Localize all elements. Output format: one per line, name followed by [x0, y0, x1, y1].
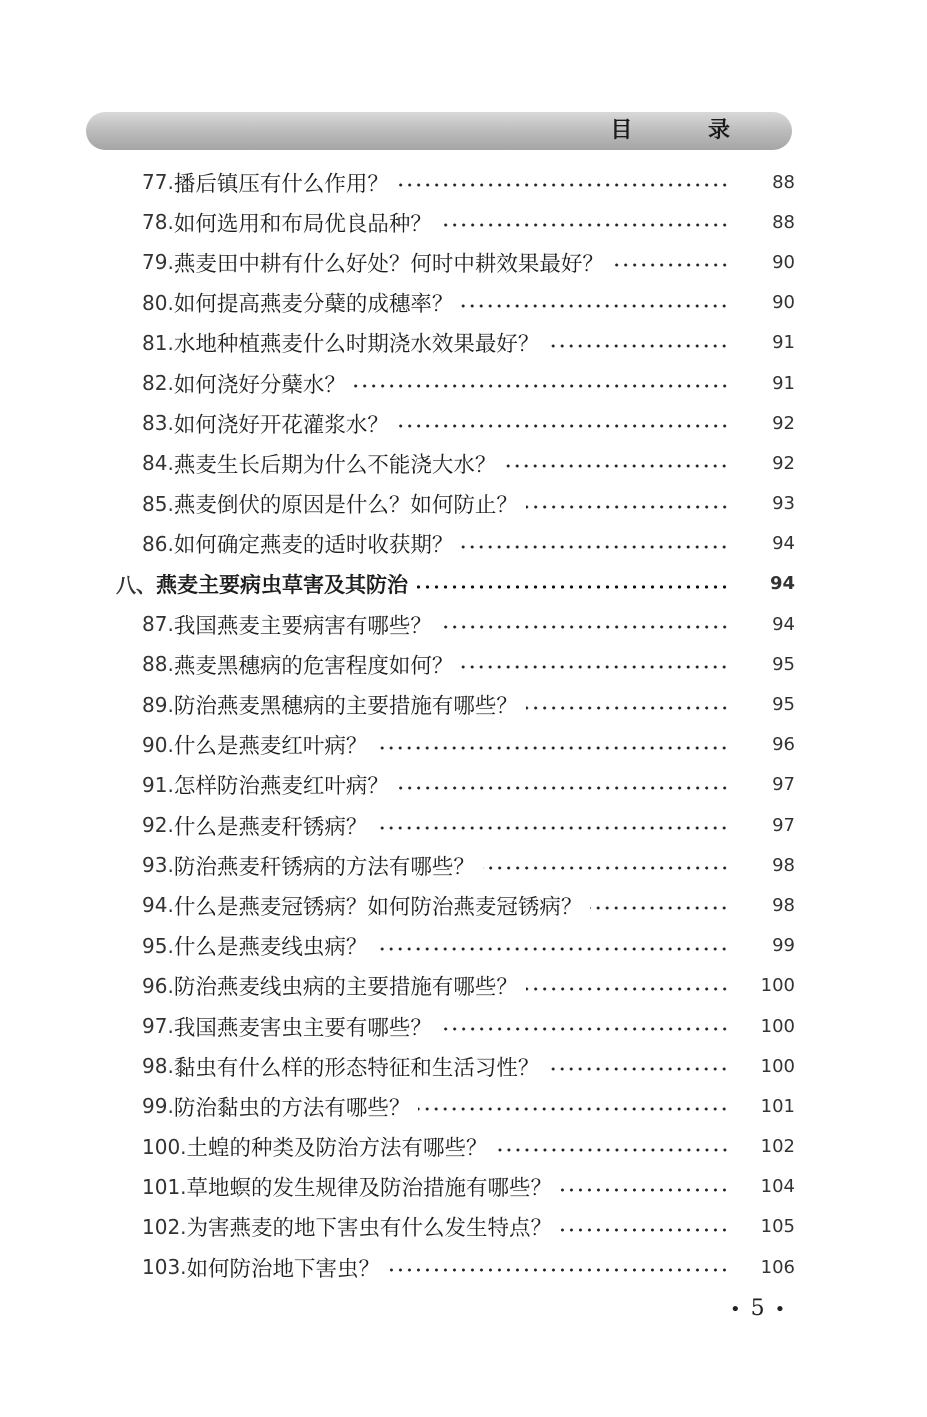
toc-entry-number: 80.	[142, 290, 174, 315]
toc-entry-number: 91.	[142, 772, 174, 797]
toc-entry-title: 水地种植燕麦什么时期浇水效果最好？	[173, 332, 540, 358]
dot-leader	[354, 384, 729, 388]
toc-entry	[0, 725, 927, 765]
page-number-value: 5	[750, 1296, 765, 1321]
toc-entry-title: 防治黏虫的方法有哪些？	[173, 1095, 411, 1121]
toc-entry-number: 93.	[142, 853, 174, 878]
toc-entry	[0, 966, 927, 1006]
toc-entry-title: 什么是燕麦红叶病？	[173, 734, 368, 760]
toc-entry-page: 101	[760, 1095, 795, 1117]
toc-entry-number: 100.	[142, 1134, 187, 1159]
toc-entry-number: 98.	[142, 1054, 174, 1079]
toc-entry-page: 90	[772, 251, 795, 273]
table-of-contents	[0, 162, 927, 1287]
dot-leader	[504, 464, 729, 468]
toc-entry-page: 88	[772, 211, 795, 233]
dot-leader	[560, 1228, 729, 1232]
toc-entry-title: 如何防治地下害虫？	[186, 1256, 381, 1282]
toc-entry-title: 我国燕麦害虫主要有哪些？	[173, 1015, 432, 1041]
dot-leader	[440, 1027, 729, 1031]
toc-entry-page: 95	[772, 653, 795, 675]
toc-entry-title: 什么是燕麦秆锈病？	[173, 814, 368, 840]
dot-leader	[388, 1268, 729, 1272]
toc-entry-page: 98	[772, 854, 795, 876]
toc-entry-number: 97.	[142, 1014, 174, 1039]
bullet-right: •	[774, 1299, 786, 1320]
dot-leader	[397, 786, 729, 790]
dot-leader	[526, 987, 729, 991]
toc-entry	[0, 162, 927, 202]
toc-entry-title: 如何确定燕麦的适时收获期？	[173, 533, 454, 559]
toc-entry-page: 99	[772, 935, 795, 957]
toc-entry-page: 100	[760, 1055, 795, 1077]
page-number	[720, 1296, 795, 1321]
toc-entry-title: 为害燕麦的地下害虫有什么发生特点？	[186, 1216, 553, 1242]
toc-entry-number: 83.	[142, 411, 174, 436]
toc-entry-page: 104	[760, 1176, 795, 1198]
dot-leader	[461, 665, 729, 669]
toc-entry-page: 92	[772, 452, 795, 474]
toc-entry-title: 我国燕麦主要病害有哪些？	[173, 613, 432, 639]
toc-entry-page: 96	[772, 734, 795, 756]
dot-leader	[418, 1107, 729, 1111]
toc-entry-number: 102.	[142, 1214, 187, 1239]
toc-entry	[0, 403, 927, 443]
dot-leader	[560, 1188, 729, 1192]
toc-entry-title: 如何浇好分蘖水？	[173, 372, 346, 398]
dot-leader	[590, 906, 729, 910]
toc-entry-page: 92	[772, 412, 795, 434]
dot-leader	[461, 545, 729, 549]
dot-leader	[375, 826, 729, 830]
dot-leader	[375, 746, 729, 750]
toc-entry	[0, 443, 927, 483]
dot-leader	[526, 505, 729, 509]
toc-entry-number: 85.	[142, 491, 174, 516]
toc-entry	[0, 805, 927, 845]
toc-entry-page: 97	[772, 814, 795, 836]
toc-entry	[0, 1127, 927, 1167]
toc-entry	[0, 765, 927, 805]
dot-leader	[496, 1148, 729, 1152]
toc-entry-number: 82.	[142, 371, 174, 396]
toc-entry-number: 84.	[142, 451, 174, 476]
toc-entry	[0, 1046, 927, 1086]
toc-entry	[0, 323, 927, 363]
toc-entry-title: 什么是燕麦线虫病？	[173, 935, 368, 961]
dot-leader	[526, 706, 729, 710]
toc-entry-number: 90.	[142, 732, 174, 757]
toc-entry-number: 86.	[142, 531, 174, 556]
toc-entry	[0, 283, 927, 323]
toc-entry-page: 100	[760, 1015, 795, 1037]
toc-entry-number: 78.	[142, 210, 174, 235]
toc-entry-number: 101.	[142, 1174, 187, 1199]
toc-entry	[0, 202, 927, 242]
toc-entry-number: 103.	[142, 1255, 187, 1280]
bullet-left: •	[730, 1299, 741, 1320]
toc-entry-number: 79.	[142, 250, 174, 275]
toc-entry-number: 八、	[116, 573, 156, 598]
section-title: 目 录	[610, 118, 764, 143]
toc-section-heading	[0, 564, 927, 604]
toc-entry-page: 100	[760, 975, 795, 997]
toc-entry-number: 81.	[142, 330, 174, 355]
toc-entry-page: 94	[772, 533, 795, 555]
dot-leader	[375, 947, 729, 951]
toc-entry	[0, 1207, 927, 1247]
toc-entry-title: 黏虫有什么样的形态特征和生活习性？	[173, 1055, 540, 1081]
toc-entry-page: 94	[772, 613, 795, 635]
header-bar	[86, 112, 792, 150]
dot-leader	[416, 585, 729, 589]
dot-leader	[612, 263, 729, 267]
toc-entry-number: 94.	[142, 893, 174, 918]
toc-entry	[0, 604, 927, 644]
toc-entry-page: 94	[769, 573, 795, 595]
toc-entry-title: 如何选用和布局优良品种？	[173, 211, 432, 237]
toc-entry	[0, 845, 927, 885]
toc-entry-number: 87.	[142, 612, 174, 637]
toc-entry-number: 92.	[142, 813, 174, 838]
dot-leader	[397, 183, 729, 187]
toc-entry-number: 88.	[142, 652, 174, 677]
toc-entry-title: 防治燕麦线虫病的主要措施有哪些？	[173, 975, 518, 1001]
toc-entry-title: 防治燕麦黑穗病的主要措施有哪些？	[173, 694, 518, 720]
toc-entry-number: 77.	[142, 170, 174, 195]
toc-entry-title: 什么是燕麦冠锈病？如何防治燕麦冠锈病？	[173, 894, 583, 920]
toc-entry-title: 燕麦黑穗病的危害程度如何？	[173, 653, 454, 679]
toc-entry-number: 96.	[142, 973, 174, 998]
dot-leader	[483, 866, 729, 870]
dot-leader	[440, 223, 729, 227]
toc-entry-title: 燕麦倒伏的原因是什么？如何防止？	[173, 493, 518, 519]
toc-entry-page: 95	[772, 694, 795, 716]
toc-entry-title: 土蝗的种类及防治方法有哪些？	[186, 1136, 488, 1162]
toc-entry-title: 燕麦田中耕有什么好处？何时中耕效果最好？	[173, 251, 604, 277]
dot-leader	[547, 344, 729, 348]
toc-entry-title: 防治燕麦秆锈病的方法有哪些？	[173, 854, 475, 880]
dot-leader	[440, 625, 729, 629]
toc-entry	[0, 484, 927, 524]
toc-entry-page: 98	[772, 894, 795, 916]
toc-entry-number: 95.	[142, 933, 174, 958]
dot-leader	[547, 1067, 729, 1071]
toc-entry-title: 燕麦主要病虫草害及其防治	[156, 572, 408, 597]
toc-entry	[0, 885, 927, 925]
toc-entry	[0, 1247, 927, 1287]
toc-entry	[0, 1006, 927, 1046]
toc-entry-title: 如何浇好开花灌浆水？	[173, 412, 389, 438]
toc-entry-number: 89.	[142, 692, 174, 717]
dot-leader	[461, 304, 729, 308]
toc-entry-page: 105	[760, 1216, 795, 1238]
toc-entry-page: 91	[772, 332, 795, 354]
toc-entry-title: 如何提高燕麦分蘖的成穗率？	[173, 292, 454, 318]
toc-entry-title: 播后镇压有什么作用？	[173, 171, 389, 197]
toc-entry-page: 93	[772, 493, 795, 515]
toc-entry-page: 97	[772, 774, 795, 796]
toc-entry-page: 106	[760, 1256, 795, 1278]
toc-entry-title: 燕麦生长后期为什么不能浇大水？	[173, 452, 497, 478]
toc-entry	[0, 1167, 927, 1207]
toc-entry	[0, 242, 927, 282]
toc-entry-page: 90	[772, 292, 795, 314]
toc-entry-title: 怎样防治燕麦红叶病？	[173, 774, 389, 800]
toc-entry-page: 88	[772, 171, 795, 193]
toc-entry	[0, 684, 927, 724]
dot-leader	[397, 424, 729, 428]
toc-entry-number: 99.	[142, 1094, 174, 1119]
toc-entry-page: 91	[772, 372, 795, 394]
toc-entry	[0, 644, 927, 684]
toc-entry-title: 草地螟的发生规律及防治措施有哪些？	[186, 1176, 553, 1202]
toc-entry	[0, 524, 927, 564]
toc-entry	[0, 926, 927, 966]
toc-entry	[0, 363, 927, 403]
toc-entry-page: 102	[760, 1136, 795, 1158]
toc-entry	[0, 1086, 927, 1126]
